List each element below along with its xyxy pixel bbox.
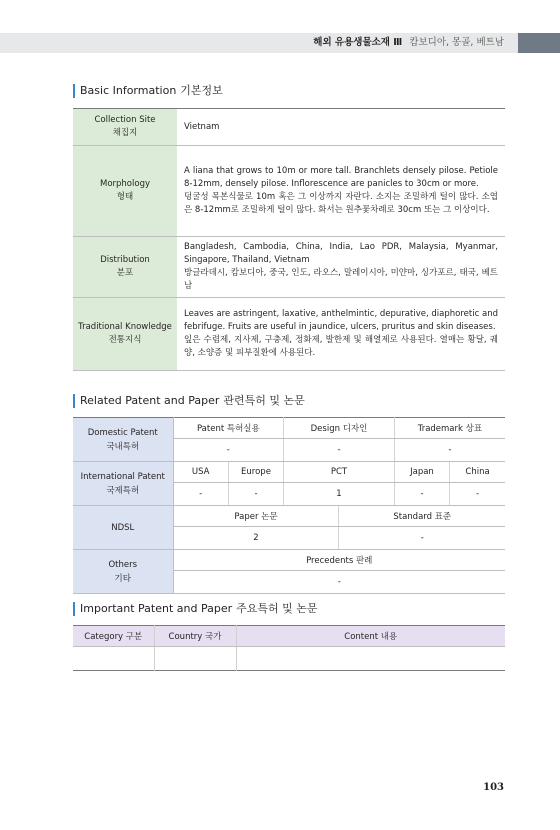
value-en: Vietnam [184, 121, 220, 132]
column-header: USA [173, 462, 228, 483]
cell-value: - [394, 439, 505, 462]
column-header: Patent 특허실용 [173, 418, 284, 439]
column-header: Category 구분 [73, 626, 154, 647]
label-ko: 분포 [116, 268, 134, 278]
header-accent [518, 33, 560, 53]
cell-value [154, 647, 236, 671]
column-header: Japan [394, 462, 449, 483]
row-label [73, 298, 177, 371]
label-en: International Patent [80, 471, 165, 482]
page-number: 103 [483, 782, 504, 793]
row-label [73, 550, 173, 594]
value-en: Bangladesh, Cambodia, China, India, Lao PDR, Malaysia, Myanmar, Singapore, Thailand, Vietnam [184, 242, 498, 265]
cell-value: 1 [284, 483, 395, 506]
label-en: NDSL [111, 522, 135, 533]
cell-value [236, 647, 505, 671]
column-header: Paper 논문 [173, 506, 339, 527]
row-label [73, 146, 177, 237]
column-header: Standard 표준 [339, 506, 505, 527]
label-ko: 형태 [116, 192, 134, 202]
cell-value: - [228, 483, 283, 506]
important-title-ko: 주요특허 및 논문 [236, 602, 318, 615]
running-header [313, 37, 504, 49]
label-en: Collection Site [94, 115, 156, 125]
label-en: Traditional Knowledge [78, 322, 172, 332]
header-subtitle: 캄보디아, 몽골, 베트남 [409, 37, 504, 48]
cell-value: - [450, 483, 505, 506]
row-label [73, 109, 177, 146]
basic-info-title-ko: 기본정보 [180, 84, 223, 97]
important-patent-table [73, 625, 505, 671]
label-en: Distribution [100, 255, 150, 265]
column-header: PCT [284, 462, 395, 483]
column-header: Design 디자인 [284, 418, 395, 439]
label-en: Domestic Patent [87, 427, 158, 438]
row-label [73, 418, 173, 462]
row-value [177, 298, 505, 371]
cell-value: 2 [173, 527, 339, 550]
related-title-en: Related Patent and Paper [80, 394, 220, 407]
header-title: 해외 유용생물소재 Ⅲ [313, 37, 403, 48]
cell-value: - [173, 483, 228, 506]
related-patent-table [73, 417, 505, 594]
cell-value [73, 647, 154, 671]
table-row [73, 298, 505, 371]
column-header: China [450, 462, 505, 483]
cell-value: - [339, 527, 505, 550]
value-ko: 덩굴성 목본식물로 10m 혹은 그 이상까지 자란다. 소지는 조밀하게 털이 많다. 소엽은 8-12mm로 조밀하게 털이 많다. 화서는 원추꽃차례로 30cm 또는 그 이상이다. [184, 192, 498, 215]
cell-value: - [173, 439, 284, 462]
important-heading [73, 602, 318, 616]
table-row [73, 109, 505, 146]
important-title-en: Important Patent and Paper [80, 602, 233, 615]
column-header: Precedents 판례 [173, 550, 505, 571]
table-row [73, 506, 505, 527]
column-header: Trademark 상표 [394, 418, 505, 439]
basic-info-table [73, 108, 505, 371]
row-label [73, 237, 177, 298]
column-header: Europe [228, 462, 283, 483]
cell-value: - [394, 483, 449, 506]
label-en: Others [108, 559, 138, 570]
row-label [73, 462, 173, 506]
table-row [73, 550, 505, 571]
column-header: Country 국가 [154, 626, 236, 647]
value-en: Leaves are astringent, laxative, anthelmintic, depurative, diaphoretic and febrifuge. Fruits are useful in jaundice, ulcers, pruritus and skin diseases. [184, 309, 498, 332]
row-value [177, 146, 505, 237]
table-row [73, 647, 505, 671]
label-ko: 기타 [114, 573, 131, 584]
basic-info-heading [73, 84, 223, 98]
cell-value: - [173, 571, 505, 594]
table-row [73, 237, 505, 298]
label-ko: 채집지 [112, 128, 138, 138]
value-ko: 잎은 수렴제, 지사제, 구충제, 정화제, 발한제 및 해열제로 사용된다. 열매는 황달, 궤양, 소양증 및 피부질환에 사용된다. [184, 335, 498, 358]
label-en: Morphology [100, 179, 150, 189]
basic-info-title-en: Basic Information [80, 84, 177, 97]
table-row [73, 146, 505, 237]
value-en: A liana that grows to 10m or more tall. Branchlets densely pilose. Petiole 8-12mm, densely pilose. Inflorescence are panicles to 30cm or more. [184, 166, 498, 189]
row-value [177, 237, 505, 298]
related-heading [73, 394, 305, 408]
table-header-row [73, 626, 505, 647]
cell-value: - [284, 439, 395, 462]
value-ko: 방글라데시, 캄보디아, 중국, 인도, 라오스, 말레이시아, 미얀마, 싱가포르, 태국, 베트남 [184, 268, 498, 291]
label-ko: 전통지식 [108, 335, 142, 345]
table-row [73, 462, 505, 483]
row-value [177, 109, 505, 146]
column-header: Content 내용 [236, 626, 505, 647]
label-ko: 국내특허 [106, 441, 140, 452]
row-label [73, 506, 173, 550]
label-ko: 국제특허 [106, 485, 140, 496]
table-row [73, 418, 505, 439]
related-title-ko: 관련특허 및 논문 [223, 394, 305, 407]
